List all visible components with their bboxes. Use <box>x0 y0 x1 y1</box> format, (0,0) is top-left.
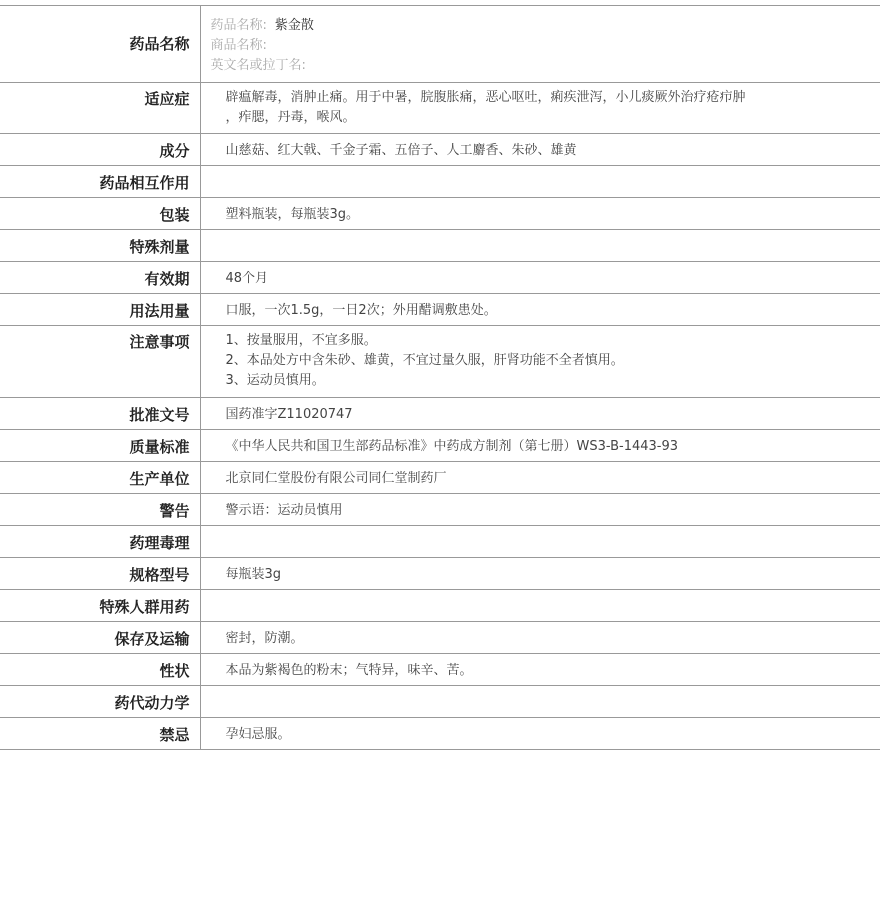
value-cell <box>200 526 880 558</box>
precautions-line-3: 3、运动员慎用。 <box>225 373 325 388</box>
value-cell <box>200 262 880 294</box>
field-value-approval-number: 国药准字Z11020747 <box>225 407 353 422</box>
row-usage-dosage <box>0 294 880 326</box>
label-cell <box>0 326 200 398</box>
label-cell <box>0 686 200 718</box>
label-cell <box>0 6 200 83</box>
field-value-drug-interactions <box>226 166 880 173</box>
drug-spec-table <box>0 5 880 750</box>
label-cell <box>0 198 200 230</box>
row-storage-transport <box>0 622 880 654</box>
value-cell <box>200 494 880 526</box>
field-label-precautions: 注意事项 <box>129 333 190 351</box>
trade-name-key: 商品名称: <box>210 38 267 53</box>
precautions-line-1: 1、按量服用，不宜多服。 <box>225 333 377 348</box>
label-cell <box>0 134 200 166</box>
english-name-key: 英文名或拉丁名: <box>210 58 306 73</box>
row-pharmacology-toxicology <box>0 526 880 558</box>
value-cell <box>200 326 880 398</box>
label-cell <box>0 398 200 430</box>
indications-line-2: ，痄腮，丹毒，喉风。 <box>225 110 356 125</box>
field-label-drug-interactions: 药品相互作用 <box>99 174 190 192</box>
label-cell <box>0 294 200 326</box>
field-label-approval-number: 批准文号 <box>129 406 190 424</box>
label-cell <box>0 494 200 526</box>
row-precautions <box>0 326 880 398</box>
label-cell <box>0 622 200 654</box>
value-cell <box>200 6 880 83</box>
field-label-packaging: 包装 <box>159 206 190 224</box>
row-description <box>0 654 880 686</box>
generic-name-value: 紫金散 <box>274 18 314 33</box>
row-contraindications <box>0 718 880 750</box>
field-label-special-populations: 特殊人群用药 <box>99 598 190 616</box>
field-value-special-populations <box>226 590 880 597</box>
label-cell <box>0 262 200 294</box>
field-value-usage-dosage: 口服，一次1.5g，一日2次；外用醋调敷患处。 <box>225 303 497 318</box>
row-special-populations <box>0 590 880 622</box>
label-cell <box>0 83 200 134</box>
value-cell <box>200 718 880 750</box>
label-cell <box>0 718 200 750</box>
field-value-shelf-life: 48个月 <box>225 271 269 286</box>
field-value-pharmacokinetics <box>226 686 880 693</box>
field-label-description: 性状 <box>159 662 190 680</box>
generic-name-line <box>211 16 880 36</box>
value-cell <box>200 198 880 230</box>
field-value-pharmacology-toxicology <box>226 526 880 533</box>
row-quality-standard <box>0 430 880 462</box>
value-cell <box>200 622 880 654</box>
field-label-drug-name: 药品名称 <box>129 35 190 53</box>
label-cell <box>0 558 200 590</box>
field-label-indications: 适应症 <box>144 90 190 108</box>
row-specification <box>0 558 880 590</box>
field-label-shelf-life: 有效期 <box>144 270 190 288</box>
field-value-contraindications: 孕妇忌服。 <box>225 727 291 742</box>
label-cell <box>0 462 200 494</box>
field-label-specification: 规格型号 <box>129 566 190 584</box>
label-cell <box>0 430 200 462</box>
value-cell <box>200 83 880 134</box>
field-label-quality-standard: 质量标准 <box>129 438 190 456</box>
label-cell <box>0 590 200 622</box>
english-name-line <box>211 56 880 76</box>
field-label-contraindications: 禁忌 <box>159 726 190 744</box>
row-pharmacokinetics <box>0 686 880 718</box>
label-cell <box>0 654 200 686</box>
field-value-warning: 警示语：运动员慎用 <box>225 503 343 518</box>
field-value-specification: 每瓶装3g <box>225 567 282 582</box>
label-cell <box>0 230 200 262</box>
field-value-description: 本品为紫褐色的粉末；气特异，味辛、苦。 <box>225 663 473 678</box>
field-label-special-dosage: 特殊剂量 <box>129 238 190 256</box>
row-drug-interactions <box>0 166 880 198</box>
row-ingredients <box>0 134 880 166</box>
trade-name-line <box>211 36 880 56</box>
value-cell <box>200 590 880 622</box>
row-special-dosage <box>0 230 880 262</box>
row-warning <box>0 494 880 526</box>
field-label-storage-transport: 保存及运输 <box>114 630 190 648</box>
row-drug-name <box>0 6 880 83</box>
field-label-usage-dosage: 用法用量 <box>129 302 190 320</box>
field-label-ingredients: 成分 <box>159 142 190 160</box>
indications-line-1: 辟瘟解毒，消肿止痛。用于中暑，脘腹胀痛，恶心呕吐，痢疾泄泻，小儿痰厥外治疗疮疖肿 <box>225 90 746 105</box>
value-cell <box>200 462 880 494</box>
row-packaging <box>0 198 880 230</box>
row-indications <box>0 83 880 134</box>
label-cell <box>0 526 200 558</box>
field-label-manufacturer: 生产单位 <box>129 470 190 488</box>
field-value-special-dosage <box>226 230 880 237</box>
field-value-ingredients: 山慈菇、红大戟、千金子霜、五倍子、人工麝香、朱砂、雄黄 <box>225 143 577 158</box>
drug-spec-sheet <box>0 5 880 750</box>
field-value-storage-transport: 密封，防潮。 <box>225 631 304 646</box>
value-cell <box>200 134 880 166</box>
field-label-pharmacokinetics: 药代动力学 <box>114 694 190 712</box>
value-cell <box>200 430 880 462</box>
value-cell <box>200 230 880 262</box>
precautions-line-2: 2、本品处方中含朱砂、雄黄，不宜过量久服，肝肾功能不全者慎用。 <box>225 353 624 368</box>
row-manufacturer <box>0 462 880 494</box>
value-cell <box>200 686 880 718</box>
value-cell <box>200 654 880 686</box>
field-value-packaging: 塑料瓶装，每瓶装3g。 <box>225 207 360 222</box>
value-cell <box>200 558 880 590</box>
field-value-manufacturer: 北京同仁堂股份有限公司同仁堂制药厂 <box>225 471 447 486</box>
value-cell <box>200 398 880 430</box>
row-approval-number <box>0 398 880 430</box>
field-label-warning: 警告 <box>159 502 190 520</box>
label-cell <box>0 166 200 198</box>
field-label-pharmacology-toxicology: 药理毒理 <box>129 534 190 552</box>
field-value-quality-standard: 《中华人民共和国卫生部药品标准》中药成方制剂（第七册）WS3-B-1443-93 <box>225 439 679 454</box>
value-cell <box>200 166 880 198</box>
value-cell <box>200 294 880 326</box>
row-shelf-life <box>0 262 880 294</box>
generic-name-key: 药品名称: <box>210 18 267 33</box>
